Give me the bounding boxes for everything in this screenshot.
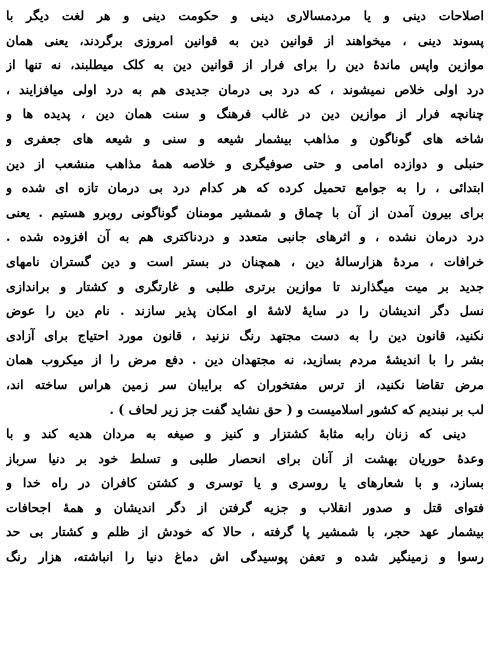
- text-line: حنبلی و دوازده امامی و حتی صوفیگری و خلاصه همهٔ مذاهب منشعب از دین: [6, 155, 484, 171]
- text-line: رسوا و زمینگیر شده و تعفن پوسیدگی اش دماغ دنیا را انباشته، هزار رنگ: [6, 549, 484, 565]
- text-line: برای بیرون آمدن از آن با چماق و شمشیر مومنان گوناگونی روبرو هستیم . یعنی: [6, 204, 484, 220]
- text-line: وعدهٔ حوریان بهشت از آنان برای انحصار طلبی و تسلط خود بر دنیا سرباز: [6, 450, 484, 466]
- text-line: بشر را با اندیشهٔ مردم بسازید، نه مجتهدان دین . دفع مرض را از میکروب همان: [6, 352, 484, 368]
- text-line: پسوند دینی ، میخواهند از قوانین دین به قوانین امروزی برگردند، یعنی همان: [6, 32, 484, 48]
- text-line: لب بر نبندیم که کشور اسلامیست و ( حق نشاید گفت جز زیر لحاف ) .: [109, 401, 484, 417]
- text-line: اصلاحات دینی و یا مردمسالاری دینی و حکومت دینی و هر لغت دیگر با: [6, 8, 484, 23]
- text-line: بیشمار عهد حجر، با شمشیر پا گرفته ، حالا که خودش از ظلم و کشتار بی حد: [6, 524, 484, 540]
- text-line: جدید بر میت میگذارند تا موازین برتری طلبی و غارتگری و کشتار و براندازی: [6, 278, 484, 294]
- text-line: ابتدائی ، را به جوامع تحمیل کرده که هر کدام درد بی درمان تازه ای شده و: [6, 180, 484, 196]
- text-line: چنانچه فرار از موازین دین در غالب فرهنگ و سنت همان دین ، پدیده ها و: [6, 106, 484, 122]
- text-line: شاخه های گوناگون و مذاهب بیشمار شیعه و سنی و شیعه های جعفری و: [6, 130, 484, 146]
- text-line: مرض تقاضا نکنید، از ترس مفتخوران که برایبان سر زمین هراس ساخته اند،: [6, 376, 484, 392]
- text-line: درد درمان نشده ، و اثرهای جانبی متعدد و دردناکتری هم به آن افزوده شده .: [6, 229, 484, 245]
- text-line: بسازد، و با شعارهای یا روسری و یا توسری و کشتن کافران در راه خدا و: [6, 475, 484, 491]
- text-line: خرافات ، مردهٔ هزارسالهٔ دین ، همچنان در بستر است و دین گستران نامهای: [6, 253, 484, 269]
- text-line: نسل دگر اندیشان را در سایهٔ لاشهٔ او امکان پذیر سازند . نام دین را عوض: [6, 303, 484, 319]
- text-line: فتوای قتل و صدور انقلاب و جزیه گرفتن از دگر اندیشان و همهٔ اجحافات: [6, 499, 484, 515]
- text-line: موازین واپس ماندهٔ دین را برای فرار از قوانین دین به کلک میطلبند، نه تنها از: [6, 57, 484, 73]
- text-line: درد اولی خلاص نمیشوند ، که درد بی درمان جدیدی هم به درد اولی میافزایند ،: [6, 81, 484, 97]
- text-line: دینی که زنان رابه مثابهٔ کشتزار و کنیز و صیغه به مردان هدیه کند و با: [6, 426, 466, 442]
- text-line: نکنید، قانون دین را به دست مجتهد رنگ نزنید ، قانون مورد احتیاج برای آزادی: [6, 327, 484, 343]
